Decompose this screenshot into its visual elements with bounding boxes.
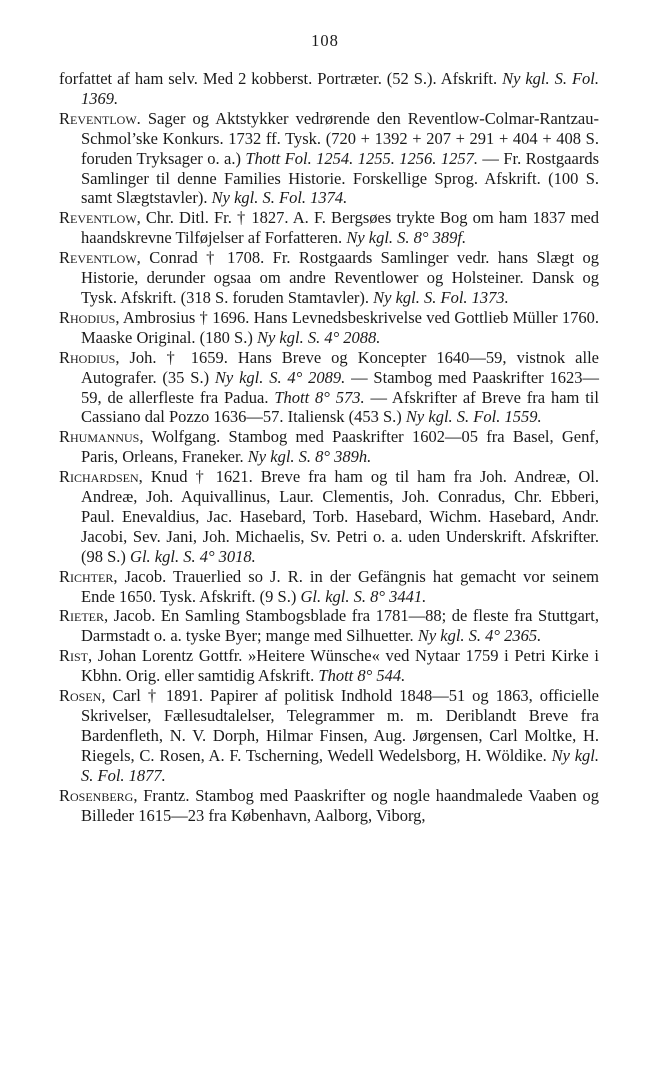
entry-text: Joh. † 1659. Hans Breve og Koncepter 1640—59, vistnok alle Autografer. (35 S.) xyxy=(81,347,599,387)
entry-name: Rhodius, xyxy=(59,307,120,327)
entry-text: Ambrosius † 1696. Hans Levnedsbeskrivelse ved Gottlieb Müller 1760. Maaske Original. (180 S.) xyxy=(81,307,599,347)
entry-name: Rhumannus, xyxy=(59,427,144,447)
entry-shelfmark: Ny kgl. S. Fol. 1559. xyxy=(405,407,542,427)
catalog-entry xyxy=(59,646,599,686)
entry-shelfmark: Ny kgl. S. 8° 389f. xyxy=(346,228,467,248)
page-number: 108 xyxy=(311,31,339,50)
entry-shelfmark: Ny kgl. S. Fol. 1373. xyxy=(373,287,509,307)
catalog-entries xyxy=(59,69,599,825)
entry-text: — Fr. Rostgaards Samlinger til denne Families Historie. Forskellige Sprog. Afskrift. (100 S. samt Slægtstavler). xyxy=(81,148,599,208)
entry-text: Johan Lorentz Gottfr. »Heitere Wünsche« ved Nytaar 1759 i Petri Kirke i Kbhn. Orig. eller samtidig Afskrift. xyxy=(81,646,599,686)
entry-name: Reventlow, xyxy=(59,248,141,268)
entry-text: Chr. Ditl. Fr. † 1827. A. F. Bergsøes trykte Bog om ham 1837 med haandskrevne Tilføjelser af Forfatteren. xyxy=(81,208,599,248)
entry-name: Richter, xyxy=(59,566,118,586)
entry-text: Jacob. En Samling Stambogsblade fra 1781—88; de fleste fra Stuttgart, Darmstadt o. a. tyske Byer; mange med Silhuetter. xyxy=(81,606,599,646)
entry-shelfmark: Gl. kgl. S. 8° 3441. xyxy=(300,586,427,606)
entry-text: Sager og Aktstykker vedrørende den Reventlow-Colmar-Rantzau-Schmol’ske Konkurs. 1732 ff. Tysk. (720 + 1392 + 207 + 291 + 404 + 408 S. foruden Tryksager o. a.) xyxy=(81,108,599,168)
entry-text: Jacob. Trauerlied so J. R. in der Gefängnis hat gemacht vor seinem Ende 1650. Tysk. Afskrift. (9 S.) xyxy=(81,566,599,606)
entry-text: Frantz. Stambog med Paaskrifter og nogle haandmalede Vaaben og Billeder 1615—23 fra København, Aalborg, Viborg, xyxy=(81,785,599,825)
entry-shelfmark: Thott 8° 544. xyxy=(318,666,406,686)
entry-text: Knud † 1621. Breve fra ham og til ham fra Joh. Andreæ, Ol. Andreæ, Joh. Aquivallinus, Laur. Clementis, Joh. Conradus, Chr. Ebberi, Paul. Enevaldius, Jac. Hasebard, Torb. Hasebard, Wichm. Hasebard, Andr. Jacobi, Sev. Jani, Joh. Michaelis, Sv. Petri o. a. uden Underskrift. Afskrifter. (98 S.) xyxy=(81,467,599,566)
entry-text: — Afskrifter af Breve fra ham til Cassiano dal Pozzo 1636—57. Italiensk (453 S.) xyxy=(81,387,599,427)
entry-name: Rhodius, xyxy=(59,347,120,367)
catalog-entry xyxy=(59,109,599,209)
entry-name: Rist, xyxy=(59,646,93,666)
catalog-entry xyxy=(59,427,599,467)
entry-name: Rosen, xyxy=(59,686,106,706)
entry-shelfmark: Ny kgl. S. Fol. 1374. xyxy=(211,188,348,208)
entry-text: Wolfgang. Stambog med Paaskrifter 1602—05 fra Basel, Genf, Paris, Orleans, Franeker. xyxy=(81,427,599,467)
catalog-entry xyxy=(59,467,599,567)
catalog-entry xyxy=(59,606,599,646)
entry-shelfmark: Thott Fol. 1254. 1255. 1256. 1257. xyxy=(245,148,478,168)
catalog-entry xyxy=(59,308,599,348)
entry-text: forfattet af ham selv. Med 2 kobberst. Portræter. (52 S.). Afskrift. xyxy=(59,69,503,88)
entry-text: Carl † 1891. Papirer af politisk Indhold 1848—51 og 1863, officielle Skrivelser, Fællesudtalelser, Telegrammer m. m. Deriblandt Breve fra Bardenfleth, N. V. Dorph, Hilmar Finsen, Aug. Jørgensen, Carl Moltke, H. Riegels, C. Rosen, A. F. Tscherning, Wedell Wedelsborg, H. Wöldike. xyxy=(81,686,599,765)
catalog-entry xyxy=(59,208,599,248)
catalog-entry xyxy=(59,567,599,607)
entry-shelfmark: Ny kgl. S. Fol. 1369. xyxy=(81,69,599,108)
catalog-entry xyxy=(59,786,599,826)
catalog-entry xyxy=(59,69,599,109)
catalog-entry xyxy=(59,248,599,308)
entry-shelfmark: Ny kgl. S. 8° 389h. xyxy=(247,447,372,467)
entry-name: Rieter, xyxy=(59,606,109,626)
entry-text: Conrad † 1708. Fr. Rostgaards Samlinger vedr. hans Slægt og Historie, derunder ogsaa om andre Reventlower og Holsteiner. Dansk og Tysk. Afskrift. (318 S. foruden Stamtavler). xyxy=(81,248,599,307)
entry-name: Richardsen, xyxy=(59,467,143,487)
entry-name: Rosenberg, xyxy=(59,785,138,805)
entry-text: — Stambog med Paaskrifter 1623—59, de allerfleste fra Padua. xyxy=(81,367,600,407)
catalog-entry xyxy=(59,348,599,428)
catalog-entry xyxy=(59,686,599,786)
entry-shelfmark: Ny kgl. S. 4° 2088. xyxy=(256,327,381,347)
entry-shelfmark: Ny kgl. S. 4° 2089. xyxy=(214,367,346,387)
entry-name: Reventlow. xyxy=(59,108,141,128)
entry-shelfmark: Ny kgl. S. 4° 2365. xyxy=(417,626,542,646)
entry-shelfmark: Thott 8° 573. xyxy=(274,387,365,407)
entry-name: Reventlow, xyxy=(59,208,141,228)
entry-shelfmark: Ny kgl. S. Fol. 1877. xyxy=(81,745,599,785)
entry-shelfmark: Gl. kgl. S. 4° 3018. xyxy=(130,546,256,566)
